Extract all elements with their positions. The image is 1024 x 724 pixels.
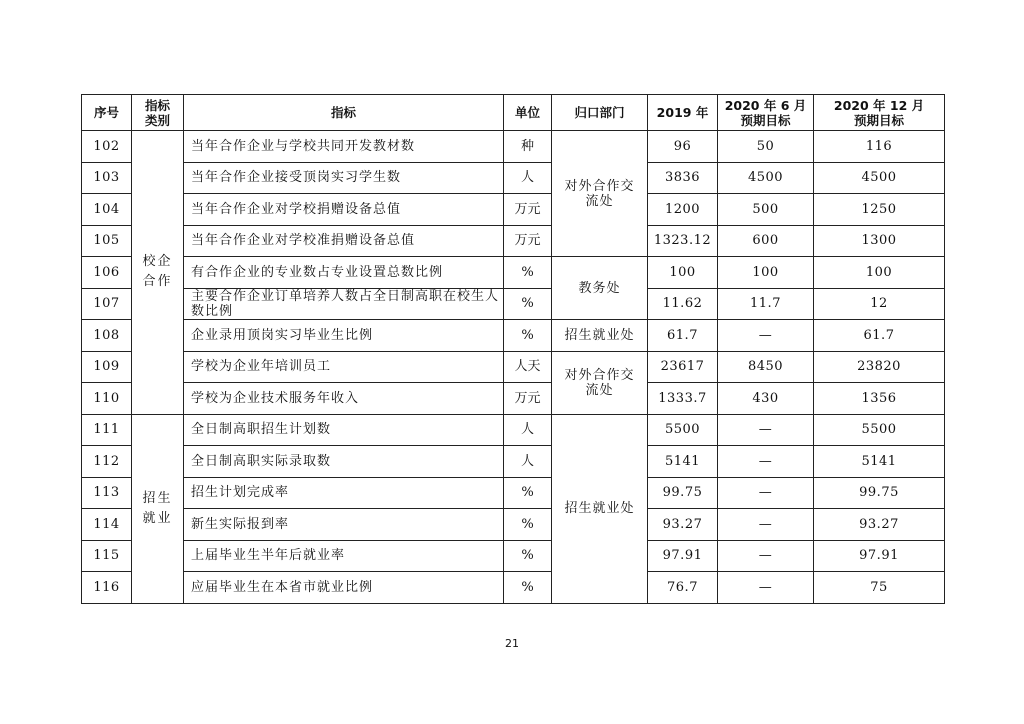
target-jun-cell: —: [718, 540, 814, 572]
table-row: [82, 477, 945, 509]
seq-cell: 104: [82, 194, 132, 226]
value-2019-cell: 11.62: [648, 288, 718, 320]
unit-cell: %: [504, 257, 552, 289]
indicator-cell: 当年合作企业对学校捐赠设备总值: [184, 194, 504, 226]
unit-cell: %: [504, 509, 552, 541]
indicator-cell: 当年合作企业接受顶岗实习学生数: [184, 162, 504, 194]
header-target-jun-text: 2020 年 6 月 预期目标: [724, 97, 807, 128]
value-2019-cell: 23617: [648, 351, 718, 383]
value-2019-cell: 93.27: [648, 509, 718, 541]
seq-cell: 111: [82, 414, 132, 446]
department-cell: 招生就业处: [552, 320, 648, 352]
value-2019-cell: 3836: [648, 162, 718, 194]
target-jun-cell: 500: [718, 194, 814, 226]
indicator-cell: 招生计划完成率: [184, 477, 504, 509]
seq-cell: 112: [82, 446, 132, 478]
indicator-cell: 上届毕业生半年后就业率: [184, 540, 504, 572]
target-jun-cell: —: [718, 414, 814, 446]
indicator-cell: 主要合作企业订单培养人数占全日制高职在校生人数比例: [184, 288, 504, 320]
indicator-cell: 全日制高职招生计划数: [184, 414, 504, 446]
table-row: [82, 446, 945, 478]
header-department: 归口部门: [552, 95, 648, 131]
value-2019-cell: 1200: [648, 194, 718, 226]
header-unit: 单位: [504, 95, 552, 131]
indicator-cell: 应届毕业生在本省市就业比例: [184, 572, 504, 604]
target-dec-cell: 99.75: [814, 477, 945, 509]
value-2019-cell: 76.7: [648, 572, 718, 604]
target-jun-cell: 100: [718, 257, 814, 289]
header-category-text: 指标 类别: [144, 97, 170, 128]
unit-cell: 万元: [504, 383, 552, 415]
unit-cell: %: [504, 477, 552, 509]
value-2019-cell: 97.91: [648, 540, 718, 572]
seq-cell: 107: [82, 288, 132, 320]
seq-cell: 109: [82, 351, 132, 383]
target-dec-cell: 23820: [814, 351, 945, 383]
unit-cell: 人天: [504, 351, 552, 383]
target-dec-cell: 5500: [814, 414, 945, 446]
header-indicator: 指标: [184, 95, 504, 131]
target-jun-cell: —: [718, 446, 814, 478]
table-row: [82, 540, 945, 572]
target-dec-cell: 12: [814, 288, 945, 320]
seq-cell: 106: [82, 257, 132, 289]
target-dec-cell: 116: [814, 131, 945, 163]
target-dec-cell: 93.27: [814, 509, 945, 541]
value-2019-cell: 1333.7: [648, 383, 718, 415]
target-jun-cell: 600: [718, 225, 814, 257]
target-jun-cell: 4500: [718, 162, 814, 194]
target-jun-cell: 11.7: [718, 288, 814, 320]
target-jun-cell: 50: [718, 131, 814, 163]
indicator-cell: 有合作企业的专业数占专业设置总数比例: [184, 257, 504, 289]
category-cell: 校企 合作: [132, 131, 184, 415]
header-category: [132, 95, 184, 131]
seq-cell: 105: [82, 225, 132, 257]
target-jun-cell: —: [718, 320, 814, 352]
header-2019: 2019 年: [648, 95, 718, 131]
value-2019-cell: 61.7: [648, 320, 718, 352]
target-dec-cell: 75: [814, 572, 945, 604]
table-row: [82, 351, 945, 383]
seq-cell: 103: [82, 162, 132, 194]
indicator-cell: 当年合作企业与学校共同开发教材数: [184, 131, 504, 163]
unit-cell: 人: [504, 162, 552, 194]
target-jun-cell: 8450: [718, 351, 814, 383]
department-cell: 对外合作交 流处: [552, 351, 648, 414]
table-row: [82, 414, 945, 446]
seq-cell: 115: [82, 540, 132, 572]
table-row: [82, 225, 945, 257]
target-dec-cell: 97.91: [814, 540, 945, 572]
target-jun-cell: —: [718, 509, 814, 541]
target-dec-cell: 4500: [814, 162, 945, 194]
unit-cell: %: [504, 540, 552, 572]
unit-cell: %: [504, 320, 552, 352]
target-dec-cell: 61.7: [814, 320, 945, 352]
indicator-cell: 学校为企业年培训员工: [184, 351, 504, 383]
indicator-cell: 全日制高职实际录取数: [184, 446, 504, 478]
seq-cell: 108: [82, 320, 132, 352]
department-cell: 教务处: [552, 257, 648, 320]
target-dec-cell: 1356: [814, 383, 945, 415]
unit-cell: 万元: [504, 194, 552, 226]
seq-cell: 114: [82, 509, 132, 541]
target-dec-cell: 5141: [814, 446, 945, 478]
unit-cell: 人: [504, 446, 552, 478]
header-target-dec: [814, 95, 945, 131]
indicator-cell: 企业录用顶岗实习毕业生比例: [184, 320, 504, 352]
seq-cell: 110: [82, 383, 132, 415]
indicator-cell: 新生实际报到率: [184, 509, 504, 541]
seq-cell: 113: [82, 477, 132, 509]
department-cell: 对外合作交 流处: [552, 131, 648, 257]
seq-cell: 102: [82, 131, 132, 163]
table-row: [82, 320, 945, 352]
target-dec-cell: 100: [814, 257, 945, 289]
table-body: [82, 131, 945, 604]
target-dec-cell: 1300: [814, 225, 945, 257]
unit-cell: 种: [504, 131, 552, 163]
unit-cell: %: [504, 288, 552, 320]
table-row: [82, 162, 945, 194]
unit-cell: 万元: [504, 225, 552, 257]
table-row: [82, 572, 945, 604]
value-2019-cell: 99.75: [648, 477, 718, 509]
table-header-row: [82, 95, 945, 131]
table-row: [82, 509, 945, 541]
seq-cell: 116: [82, 572, 132, 604]
unit-cell: 人: [504, 414, 552, 446]
unit-cell: %: [504, 572, 552, 604]
indicator-cell: 学校为企业技术服务年收入: [184, 383, 504, 415]
indicator-table: [81, 94, 945, 604]
table-row: [82, 131, 945, 163]
page-number: 21: [505, 637, 519, 650]
header-seq: 序号: [82, 95, 132, 131]
indicator-cell: 当年合作企业对学校准捐赠设备总值: [184, 225, 504, 257]
table-row: [82, 257, 945, 289]
value-2019-cell: 100: [648, 257, 718, 289]
target-jun-cell: —: [718, 477, 814, 509]
table-row: [82, 194, 945, 226]
category-cell: 招生 就业: [132, 414, 184, 603]
department-cell: 招生就业处: [552, 414, 648, 603]
table-row: [82, 288, 945, 320]
table-row: [82, 383, 945, 415]
value-2019-cell: 96: [648, 131, 718, 163]
value-2019-cell: 5141: [648, 446, 718, 478]
header-target-dec-text: 2020 年 12 月 预期目标: [833, 97, 925, 128]
target-dec-cell: 1250: [814, 194, 945, 226]
value-2019-cell: 5500: [648, 414, 718, 446]
header-target-jun: [718, 95, 814, 131]
target-jun-cell: —: [718, 572, 814, 604]
value-2019-cell: 1323.12: [648, 225, 718, 257]
target-jun-cell: 430: [718, 383, 814, 415]
